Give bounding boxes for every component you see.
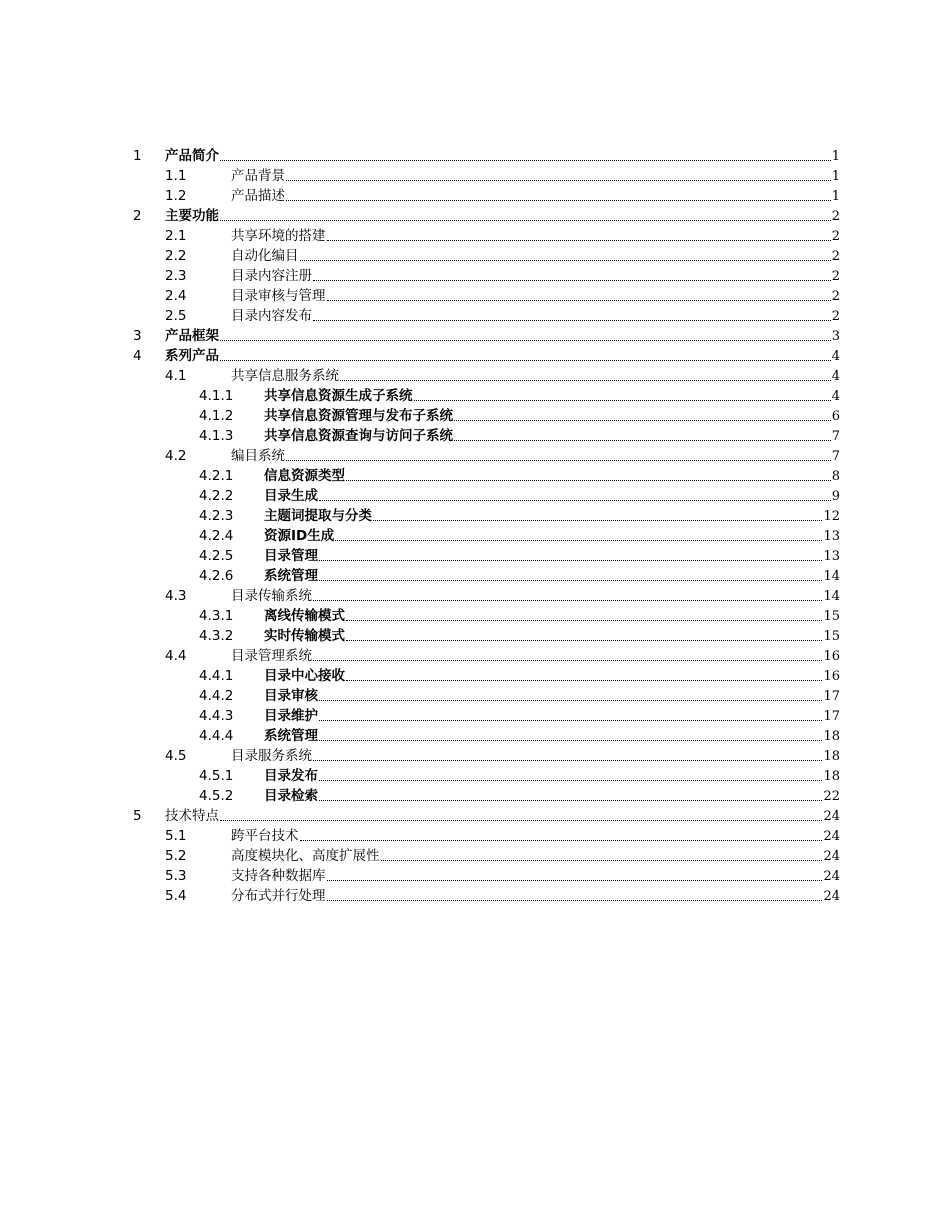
toc-entry-page-number: 2 <box>831 289 840 304</box>
toc-entry-page-number: 13 <box>823 529 840 544</box>
toc-entry-line <box>231 746 840 767</box>
toc-entry-line <box>264 686 840 707</box>
dot-leader <box>327 286 831 301</box>
toc-entry-page-number: 2 <box>831 209 840 224</box>
toc-entry-number: 4.3.1 <box>199 608 234 624</box>
toc-entry-page-number: 13 <box>823 549 840 564</box>
toc-entry-number: 2.2 <box>165 248 187 264</box>
dot-leader <box>220 206 831 221</box>
dot-leader <box>220 806 822 821</box>
toc-entry-page-number: 24 <box>823 869 840 884</box>
toc-entry[interactable] <box>133 826 840 846</box>
toc-entry-page-number: 24 <box>823 889 840 904</box>
dot-leader <box>286 186 831 201</box>
toc-entry-number: 4.4.3 <box>199 708 234 724</box>
toc-entry[interactable] <box>133 466 840 486</box>
toc-entry-line <box>264 566 840 587</box>
toc-entry-page-number: 16 <box>823 669 840 684</box>
dot-leader <box>346 666 822 681</box>
toc-entry[interactable] <box>133 426 840 446</box>
toc-entry-line <box>165 326 840 347</box>
dot-leader <box>220 346 831 361</box>
toc-entry[interactable] <box>133 606 840 626</box>
toc-entry-title: 系列产品 <box>165 348 219 364</box>
dot-leader <box>319 706 822 721</box>
toc-entry-page-number: 17 <box>823 709 840 724</box>
toc-entry-line <box>264 786 840 807</box>
dot-leader <box>373 506 822 521</box>
toc-entry[interactable] <box>133 226 840 246</box>
dot-leader <box>340 366 831 381</box>
dot-leader <box>286 446 831 461</box>
toc-entry-line <box>231 266 840 287</box>
toc-entry-number: 4.3 <box>165 588 187 604</box>
toc-entry[interactable] <box>133 666 840 686</box>
toc-entry-title: 分布式并行处理 <box>231 888 326 904</box>
toc-entry-number: 5.3 <box>165 868 187 884</box>
dot-leader <box>414 386 831 401</box>
toc-entry[interactable] <box>133 866 840 886</box>
toc-entry-title: 目录审核与管理 <box>231 288 326 304</box>
toc-entry-number: 5.4 <box>165 888 187 904</box>
toc-entry-number: 4.1.2 <box>199 408 234 424</box>
dot-leader <box>220 146 831 161</box>
table-of-contents <box>133 146 840 906</box>
toc-entry-title: 目录管理系统 <box>231 648 312 664</box>
toc-entry[interactable] <box>133 206 840 226</box>
toc-entry-line <box>264 486 840 507</box>
toc-entry-title: 目录服务系统 <box>231 748 312 764</box>
toc-entry[interactable] <box>133 446 840 466</box>
toc-entry-title: 技术特点 <box>165 808 219 824</box>
toc-entry-title: 产品背景 <box>231 168 285 184</box>
toc-entry-number: 2 <box>133 208 142 224</box>
toc-entry-title: 共享信息服务系统 <box>231 368 339 384</box>
toc-entry-title: 离线传输模式 <box>264 608 345 624</box>
toc-entry-number: 4.4 <box>165 648 187 664</box>
dot-leader <box>335 526 822 541</box>
toc-entry-title: 系统管理 <box>264 568 318 584</box>
dot-leader <box>381 846 823 861</box>
dot-leader <box>300 246 831 261</box>
toc-entry[interactable] <box>133 186 840 206</box>
toc-entry[interactable] <box>133 846 840 866</box>
toc-entry-page-number: 8 <box>831 469 840 484</box>
dot-leader <box>286 166 831 181</box>
toc-entry[interactable] <box>133 286 840 306</box>
toc-entry-number: 2.5 <box>165 308 187 324</box>
toc-entry-title: 目录内容注册 <box>231 268 312 284</box>
toc-entry-page-number: 3 <box>831 329 840 344</box>
toc-entry-page-number: 6 <box>831 409 840 424</box>
toc-entry-page-number: 9 <box>831 489 840 504</box>
toc-entry-page-number: 24 <box>823 829 840 844</box>
toc-entry-title: 高度模块化、高度扩展性 <box>231 848 380 864</box>
toc-entry-title: 共享信息资源生成子系统 <box>264 388 413 404</box>
toc-entry-title: 目录发布 <box>264 768 318 784</box>
toc-entry[interactable] <box>133 166 840 186</box>
toc-entry[interactable] <box>133 766 840 786</box>
toc-entry-title: 实时传输模式 <box>264 628 345 644</box>
toc-entry-line <box>231 306 840 327</box>
toc-entry-number: 4.2.5 <box>199 548 234 564</box>
dot-leader <box>319 766 822 781</box>
toc-entry[interactable] <box>133 306 840 326</box>
toc-entry-number: 2.4 <box>165 288 187 304</box>
toc-entry-line <box>264 666 840 687</box>
toc-entry-number: 5 <box>133 808 142 824</box>
toc-entry-page-number: 22 <box>823 789 840 804</box>
toc-entry-number: 4.3.2 <box>199 628 234 644</box>
toc-entry[interactable] <box>133 266 840 286</box>
toc-entry-number: 4.5 <box>165 748 187 764</box>
toc-entry-line <box>231 186 840 207</box>
toc-entry-page-number: 4 <box>831 369 840 384</box>
toc-entry-page-number: 2 <box>831 309 840 324</box>
toc-entry-page-number: 18 <box>823 749 840 764</box>
toc-entry-number: 4.4.2 <box>199 688 234 704</box>
toc-entry[interactable] <box>133 526 840 546</box>
dot-leader <box>319 786 822 801</box>
toc-entry-number: 5.1 <box>165 828 187 844</box>
toc-entry-line <box>264 706 840 727</box>
toc-entry-line <box>264 606 840 627</box>
toc-entry-line <box>165 206 840 227</box>
toc-entry-line <box>231 866 840 887</box>
toc-entry-title: 跨平台技术 <box>231 828 299 844</box>
toc-entry-page-number: 1 <box>831 149 840 164</box>
toc-entry-number: 4.2.2 <box>199 488 234 504</box>
toc-entry-line <box>264 726 840 747</box>
toc-entry-title: 主要功能 <box>165 208 219 224</box>
toc-entry-line <box>264 426 840 447</box>
toc-entry-line <box>264 386 840 407</box>
toc-entry[interactable] <box>133 366 840 386</box>
toc-entry-line <box>231 286 840 307</box>
toc-entry-number: 4.5.1 <box>199 768 234 784</box>
toc-entry[interactable] <box>133 386 840 406</box>
dot-leader <box>346 466 831 481</box>
toc-entry-title: 产品描述 <box>231 188 285 204</box>
toc-entry-title: 目录检索 <box>264 788 318 804</box>
toc-entry-number: 4.2.1 <box>199 468 234 484</box>
toc-entry[interactable] <box>133 626 840 646</box>
dot-leader <box>346 626 822 641</box>
toc-entry-title: 产品简介 <box>165 148 219 164</box>
toc-entry-page-number: 15 <box>823 609 840 624</box>
toc-entry-number: 4.2.4 <box>199 528 234 544</box>
toc-entry-line <box>165 146 840 167</box>
toc-entry[interactable] <box>133 646 840 666</box>
toc-entry-page-number: 7 <box>831 429 840 444</box>
toc-entry[interactable] <box>133 786 840 806</box>
toc-entry-line <box>231 886 840 907</box>
toc-entry-line <box>231 826 840 847</box>
toc-entry-title: 目录管理 <box>264 548 318 564</box>
toc-entry-page-number: 24 <box>823 849 840 864</box>
toc-entry[interactable] <box>133 746 840 766</box>
dot-leader <box>313 306 831 321</box>
toc-entry-line <box>264 466 840 487</box>
toc-entry-page-number: 2 <box>831 229 840 244</box>
toc-entry-line <box>165 346 840 367</box>
dot-leader <box>319 566 822 581</box>
toc-entry-number: 1.1 <box>165 168 187 184</box>
toc-entry-line <box>231 586 840 607</box>
toc-entry-page-number: 18 <box>823 769 840 784</box>
toc-entry-title: 信息资源类型 <box>264 468 345 484</box>
toc-entry-title: 目录传输系统 <box>231 588 312 604</box>
toc-entry-title: 目录维护 <box>264 708 318 724</box>
toc-entry-page-number: 18 <box>823 729 840 744</box>
dot-leader <box>319 486 831 501</box>
toc-entry[interactable] <box>133 806 840 826</box>
toc-entry-title: 自动化编目 <box>231 248 299 264</box>
toc-entry-line <box>264 766 840 787</box>
toc-entry-title: 支持各种数据库 <box>231 868 326 884</box>
toc-entry-page-number: 12 <box>823 509 840 524</box>
toc-entry-number: 4.1.1 <box>199 388 234 404</box>
toc-entry-number: 4.4.1 <box>199 668 234 684</box>
dot-leader <box>220 326 831 341</box>
toc-entry[interactable] <box>133 566 840 586</box>
toc-entry-number: 2.1 <box>165 228 187 244</box>
toc-entry-line <box>231 846 840 867</box>
dot-leader <box>319 686 822 701</box>
dot-leader <box>313 646 822 661</box>
toc-entry-number: 4.1.3 <box>199 428 234 444</box>
toc-entry-line <box>231 646 840 667</box>
toc-entry-title: 目录审核 <box>264 688 318 704</box>
toc-entry-title: 主题词提取与分类 <box>264 508 372 524</box>
toc-entry-title: 资源ID生成 <box>264 528 335 544</box>
toc-entry-page-number: 16 <box>823 649 840 664</box>
toc-entry-line <box>264 546 840 567</box>
dot-leader <box>300 826 823 841</box>
toc-entry-title: 共享信息资源查询与访问子系统 <box>264 428 453 444</box>
dot-leader <box>327 866 823 881</box>
toc-entry-line <box>264 506 840 527</box>
toc-entry-number: 4.5.2 <box>199 788 234 804</box>
toc-entry-title: 产品框架 <box>165 328 219 344</box>
toc-entry-page-number: 4 <box>831 389 840 404</box>
toc-entry-line <box>231 366 840 387</box>
toc-entry-page-number: 24 <box>823 809 840 824</box>
toc-entry[interactable] <box>133 886 840 906</box>
toc-entry-number: 4.2 <box>165 448 187 464</box>
toc-entry-title: 共享环境的搭建 <box>231 228 326 244</box>
toc-entry-title: 目录生成 <box>264 488 318 504</box>
toc-entry-line <box>264 406 840 427</box>
toc-entry[interactable] <box>133 546 840 566</box>
toc-entry-page-number: 2 <box>831 269 840 284</box>
toc-entry[interactable] <box>133 146 840 166</box>
toc-entry-line <box>231 226 840 247</box>
toc-entry[interactable] <box>133 726 840 746</box>
toc-entry[interactable] <box>133 486 840 506</box>
toc-entry[interactable] <box>133 706 840 726</box>
toc-entry-title: 共享信息资源管理与发布子系统 <box>264 408 453 424</box>
toc-entry-number: 5.2 <box>165 848 187 864</box>
toc-entry[interactable] <box>133 686 840 706</box>
toc-entry-line <box>264 626 840 647</box>
dot-leader <box>319 726 822 741</box>
toc-entry-title: 目录内容发布 <box>231 308 312 324</box>
dot-leader <box>313 266 831 281</box>
toc-entry-title: 目录中心接收 <box>264 668 345 684</box>
toc-entry-page-number: 4 <box>831 349 840 364</box>
toc-entry-number: 1 <box>133 148 142 164</box>
toc-entry-number: 3 <box>133 328 142 344</box>
dot-leader <box>327 226 831 241</box>
dot-leader <box>313 746 822 761</box>
toc-entry[interactable] <box>133 326 840 346</box>
toc-entry-line <box>231 446 840 467</box>
toc-entry-page-number: 2 <box>831 249 840 264</box>
dot-leader <box>313 586 822 601</box>
toc-entry-page-number: 15 <box>823 629 840 644</box>
toc-entry[interactable] <box>133 406 840 426</box>
dot-leader <box>346 606 822 621</box>
toc-entry-number: 4 <box>133 348 142 364</box>
toc-entry-page-number: 1 <box>831 169 840 184</box>
toc-entry-line <box>231 166 840 187</box>
toc-entry-page-number: 17 <box>823 689 840 704</box>
toc-entry-number: 4.1 <box>165 368 187 384</box>
toc-entry-number: 4.2.3 <box>199 508 234 524</box>
toc-entry-number: 4.4.4 <box>199 728 234 744</box>
toc-entry-number: 4.2.6 <box>199 568 234 584</box>
toc-entry-page-number: 7 <box>831 449 840 464</box>
toc-entry-page-number: 14 <box>823 589 840 604</box>
toc-entry-number: 1.2 <box>165 188 187 204</box>
toc-entry[interactable] <box>133 346 840 366</box>
toc-entry-title: 编目系统 <box>231 448 285 464</box>
toc-entry[interactable] <box>133 246 840 266</box>
toc-entry-line <box>231 246 840 267</box>
dot-leader <box>327 886 823 901</box>
toc-entry-page-number: 14 <box>823 569 840 584</box>
toc-entry-page-number: 1 <box>831 189 840 204</box>
toc-entry-line <box>165 806 840 827</box>
dot-leader <box>454 426 831 441</box>
toc-entry[interactable] <box>133 586 840 606</box>
toc-entry-line <box>264 526 840 547</box>
dot-leader <box>454 406 831 421</box>
toc-entry[interactable] <box>133 506 840 526</box>
toc-entry-number: 2.3 <box>165 268 187 284</box>
toc-entry-title: 系统管理 <box>264 728 318 744</box>
dot-leader <box>319 546 822 561</box>
